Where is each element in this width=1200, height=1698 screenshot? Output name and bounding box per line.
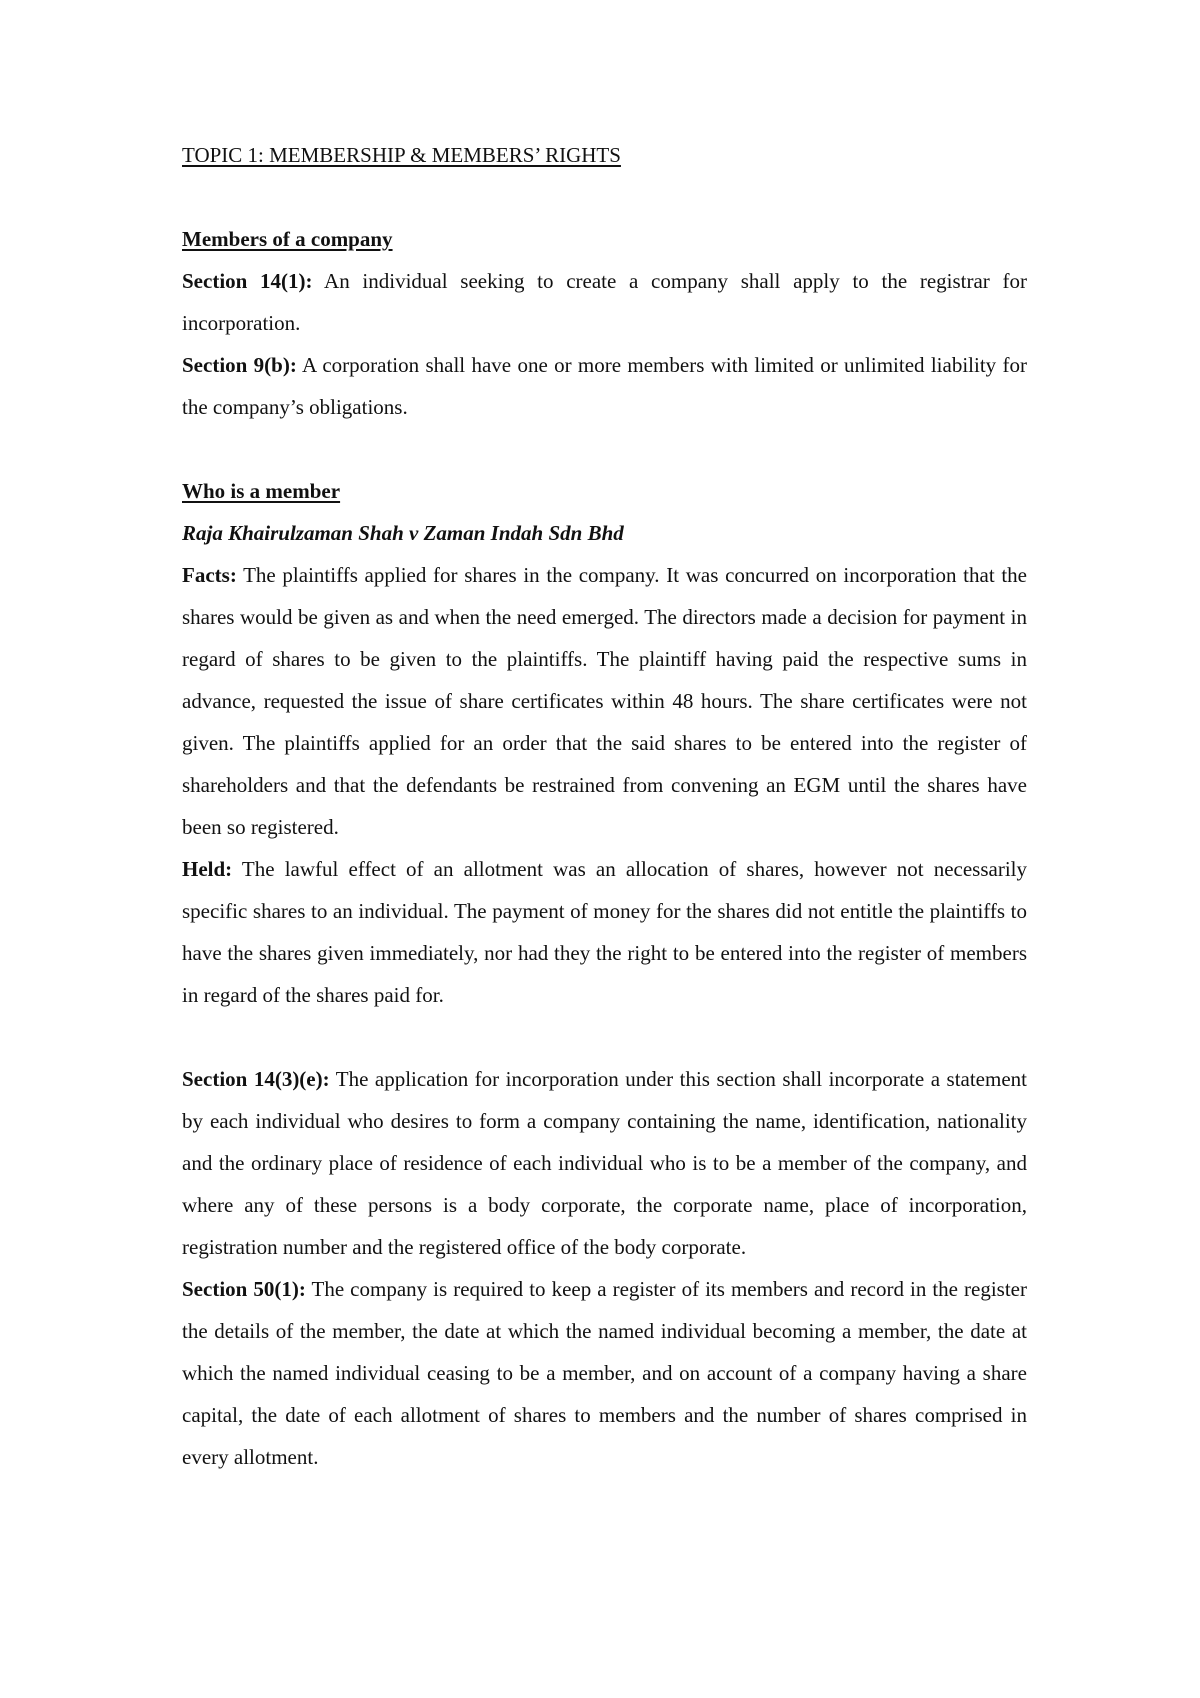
section-heading-members: Members of a company bbox=[182, 227, 393, 251]
facts-text: The plaintiffs applied for shares in the company. It was concurred on incorporation that the shares would be given as and when the need emerged. The directors made a decision for payment in regard of shares to be given to the plaintiffs. The plaintiff having paid the respective sums in advance, requested the issue of share certificates within 48 hours. The share certificates were not given. The plaintiffs applied for an order that the said shares to be entered into the register of shareholders and that the defendants be restrained from convening an EGM until the shares have been so registered. bbox=[182, 563, 1027, 839]
section-label: Section 9(b): bbox=[182, 353, 297, 377]
section-heading-who-is-member: Who is a member bbox=[182, 479, 341, 503]
spacer bbox=[182, 428, 1027, 470]
case-name: Raja Khairulzaman Shah v Zaman Indah Sdn Bhd bbox=[182, 521, 624, 545]
section-label: Section 14(3)(e): bbox=[182, 1067, 330, 1091]
section-text: A corporation shall have one or more members with limited or unlimited liability for the company’s obligations. bbox=[182, 353, 1027, 419]
held-label: Held: bbox=[182, 857, 233, 881]
facts-label: Facts: bbox=[182, 563, 237, 587]
section-14-3-e-paragraph bbox=[182, 1058, 1027, 1268]
held-text: The lawful effect of an allotment was an allocation of shares, however not necessarily specific shares to an individual. The payment of money for the shares did not entitle the plaintiffs to have the shares given immediately, nor had they the right to be entered into the register of members in regard of the shares paid for. bbox=[182, 857, 1027, 1007]
section-50-1-paragraph bbox=[182, 1268, 1027, 1478]
section-label: Section 50(1): bbox=[182, 1277, 306, 1301]
spacer bbox=[182, 1016, 1027, 1058]
document-page bbox=[182, 134, 1027, 1478]
section-label: Section 14(1): bbox=[182, 269, 313, 293]
section-14-1-paragraph bbox=[182, 260, 1027, 344]
spacer bbox=[182, 176, 1027, 218]
section-text: The application for incorporation under this section shall incorporate a statement by each individual who desires to form a company containing the name, identification, nationality and the ordinary place of residence of each individual who is to be a member of the company, and where any of these persons is a body corporate, the corporate name, place of incorporation, registration number and the registered office of the body corporate. bbox=[182, 1067, 1027, 1259]
document-title: TOPIC 1: MEMBERSHIP & MEMBERS’ RIGHTS bbox=[182, 143, 621, 167]
section-text: The company is required to keep a register of its members and record in the register the details of the member, the date at which the named individual becoming a member, the date at which the named individual ceasing to be a member, and on account of a company having a share capital, the date of each allotment of shares to members and the number of shares comprised in every allotment. bbox=[182, 1277, 1027, 1469]
section-9b-paragraph bbox=[182, 344, 1027, 428]
facts-paragraph bbox=[182, 554, 1027, 848]
section-text: An individual seeking to create a company shall apply to the registrar for incorporation. bbox=[182, 269, 1027, 335]
held-paragraph bbox=[182, 848, 1027, 1016]
